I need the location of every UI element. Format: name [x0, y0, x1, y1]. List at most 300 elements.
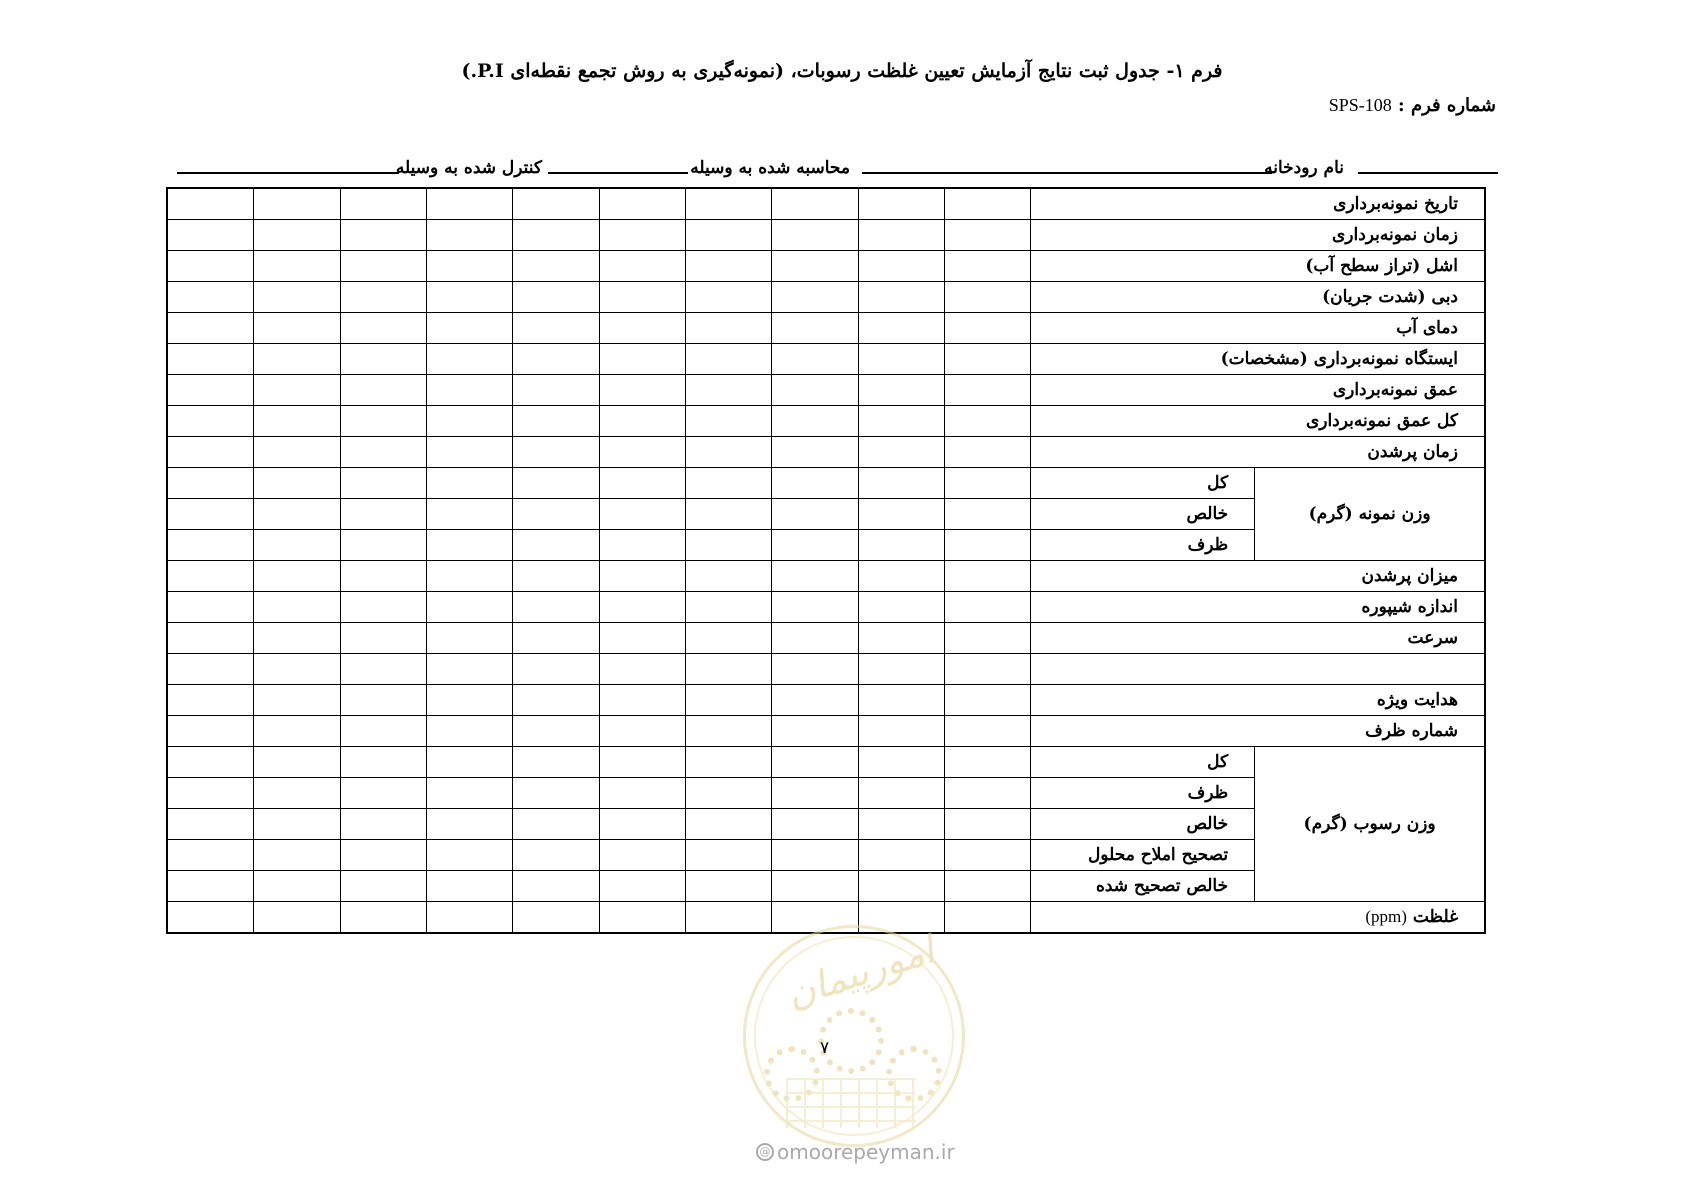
data-cell[interactable] — [599, 809, 685, 840]
data-cell[interactable] — [944, 313, 1030, 344]
data-cell[interactable] — [944, 871, 1030, 902]
table-row — [167, 654, 1485, 685]
data-cell[interactable] — [254, 220, 340, 251]
data-cell[interactable] — [772, 592, 858, 623]
page-number: ۷ — [820, 1038, 830, 1058]
sub-row-label: ظرف — [1031, 530, 1255, 561]
data-cell[interactable] — [772, 716, 858, 747]
data-cell[interactable] — [427, 220, 513, 251]
data-cell[interactable] — [340, 530, 426, 561]
data-cell[interactable] — [513, 871, 599, 902]
data-cell[interactable] — [772, 282, 858, 313]
table-row — [167, 282, 1485, 313]
data-cell[interactable] — [944, 188, 1030, 220]
table-row — [167, 251, 1485, 282]
data-cell[interactable] — [427, 747, 513, 778]
data-cell[interactable] — [340, 778, 426, 809]
sub-row-label: خالص — [1031, 499, 1255, 530]
data-cell[interactable] — [254, 592, 340, 623]
data-cell[interactable] — [167, 716, 254, 747]
data-cell[interactable] — [513, 437, 599, 468]
data-cell[interactable] — [772, 220, 858, 251]
data-cell[interactable] — [772, 344, 858, 375]
data-cell[interactable] — [858, 592, 944, 623]
data-cell[interactable] — [167, 623, 254, 654]
data-cell[interactable] — [167, 747, 254, 778]
table-row — [167, 437, 1485, 468]
calculated-by-blank — [862, 172, 1272, 174]
data-cell[interactable] — [599, 561, 685, 592]
data-cell[interactable] — [599, 530, 685, 561]
data-cell[interactable] — [167, 188, 254, 220]
row-label: اشل (تراز سطح آب) — [1031, 251, 1485, 282]
data-cell[interactable] — [599, 716, 685, 747]
data-cell[interactable] — [513, 313, 599, 344]
data-cell[interactable] — [513, 375, 599, 406]
row-label: هدایت ویژه — [1031, 685, 1485, 716]
table-row — [167, 468, 1485, 499]
data-cell[interactable] — [340, 468, 426, 499]
data-cell[interactable] — [167, 530, 254, 561]
data-cell[interactable] — [944, 809, 1030, 840]
data-cell[interactable] — [427, 251, 513, 282]
data-cell[interactable] — [599, 685, 685, 716]
data-cell[interactable] — [686, 188, 772, 220]
data-cell[interactable] — [944, 530, 1030, 561]
data-cell[interactable] — [513, 344, 599, 375]
data-cell[interactable] — [944, 840, 1030, 871]
data-cell[interactable] — [340, 840, 426, 871]
data-cell[interactable] — [772, 623, 858, 654]
data-cell[interactable] — [599, 437, 685, 468]
data-cell[interactable] — [513, 220, 599, 251]
data-cell[interactable] — [772, 375, 858, 406]
data-cell[interactable] — [167, 468, 254, 499]
data-cell[interactable] — [772, 251, 858, 282]
data-cell[interactable] — [340, 592, 426, 623]
data-cell[interactable] — [513, 902, 599, 934]
data-cell[interactable] — [513, 654, 599, 685]
data-cell[interactable] — [772, 499, 858, 530]
data-cell[interactable] — [513, 468, 599, 499]
checked-by-label: کنترل شده به وسیله — [395, 158, 542, 178]
data-cell[interactable] — [167, 437, 254, 468]
data-cell[interactable] — [686, 623, 772, 654]
data-cell[interactable] — [254, 809, 340, 840]
data-cell[interactable] — [599, 344, 685, 375]
data-cell[interactable] — [513, 685, 599, 716]
data-cell[interactable] — [858, 251, 944, 282]
data-cell[interactable] — [686, 251, 772, 282]
data-cell[interactable] — [340, 747, 426, 778]
data-cell[interactable] — [858, 375, 944, 406]
row-label: زمان پرشدن — [1031, 437, 1485, 468]
data-cell[interactable] — [340, 716, 426, 747]
data-cell[interactable] — [858, 282, 944, 313]
sub-row-label: ظرف — [1031, 778, 1255, 809]
concentration-unit: (ppm) — [1365, 907, 1407, 926]
data-cell[interactable] — [254, 406, 340, 437]
data-cell[interactable] — [599, 654, 685, 685]
data-cell[interactable] — [772, 437, 858, 468]
data-cell[interactable] — [427, 623, 513, 654]
river-name-blank — [1358, 172, 1498, 174]
data-cell[interactable] — [340, 902, 426, 934]
table-row — [167, 561, 1485, 592]
data-cell[interactable] — [772, 468, 858, 499]
group-label: وزن نمونه (گرم) — [1255, 468, 1485, 561]
data-cell[interactable] — [427, 468, 513, 499]
data-cell[interactable] — [858, 716, 944, 747]
data-cell[interactable] — [427, 499, 513, 530]
data-cell[interactable] — [858, 406, 944, 437]
data-cell[interactable] — [427, 282, 513, 313]
data-cell[interactable] — [858, 344, 944, 375]
signature-line — [0, 158, 1684, 182]
data-cell[interactable] — [167, 499, 254, 530]
sub-row-label: کل — [1031, 468, 1255, 499]
data-cell[interactable] — [513, 561, 599, 592]
data-cell[interactable] — [513, 406, 599, 437]
data-cell[interactable] — [167, 654, 254, 685]
row-label: دبی (شدت جریان) — [1031, 282, 1485, 313]
calculated-by-label: محاسبه شده به وسیله — [690, 158, 850, 178]
data-cell[interactable] — [427, 778, 513, 809]
data-cell[interactable] — [944, 499, 1030, 530]
table-row — [167, 592, 1485, 623]
row-label: عمق نمونه‌برداری — [1031, 375, 1485, 406]
data-cell[interactable] — [858, 561, 944, 592]
data-cell[interactable] — [427, 716, 513, 747]
data-cell[interactable] — [167, 282, 254, 313]
row-label: ایستگاه نمونه‌برداری (مشخصات) — [1031, 344, 1485, 375]
data-cell[interactable] — [858, 747, 944, 778]
data-cell[interactable] — [427, 871, 513, 902]
data-cell[interactable] — [427, 375, 513, 406]
data-cell[interactable] — [858, 499, 944, 530]
row-label — [1031, 654, 1485, 685]
data-cell[interactable] — [686, 778, 772, 809]
data-cell[interactable] — [254, 902, 340, 934]
data-cell[interactable] — [340, 561, 426, 592]
data-cell[interactable] — [686, 902, 772, 934]
data-cell[interactable] — [513, 251, 599, 282]
data-cell[interactable] — [599, 313, 685, 344]
data-cell[interactable] — [686, 282, 772, 313]
data-cell[interactable] — [772, 747, 858, 778]
form-number-label: شماره فرم : — [1398, 95, 1496, 116]
row-label: زمان نمونه‌برداری — [1031, 220, 1485, 251]
data-cell[interactable] — [340, 437, 426, 468]
data-cell[interactable] — [772, 654, 858, 685]
data-cell[interactable] — [686, 840, 772, 871]
group-label: وزن رسوب (گرم) — [1255, 747, 1485, 902]
data-cell[interactable] — [686, 344, 772, 375]
data-cell[interactable] — [513, 592, 599, 623]
data-cell[interactable] — [167, 840, 254, 871]
data-cell[interactable] — [772, 561, 858, 592]
data-cell[interactable] — [427, 344, 513, 375]
data-cell[interactable] — [340, 344, 426, 375]
data-cell[interactable] — [686, 499, 772, 530]
data-cell[interactable] — [513, 530, 599, 561]
data-cell[interactable] — [254, 685, 340, 716]
data-cell[interactable] — [167, 685, 254, 716]
data-cell[interactable] — [167, 375, 254, 406]
data-cell[interactable] — [254, 188, 340, 220]
data-cell[interactable] — [858, 778, 944, 809]
table-row — [167, 685, 1485, 716]
form-number-value: SPS-108 — [1328, 95, 1392, 115]
data-cell[interactable] — [167, 313, 254, 344]
table-row — [167, 344, 1485, 375]
checked-by-blank — [548, 172, 688, 174]
data-cell[interactable] — [686, 592, 772, 623]
data-cell[interactable] — [167, 809, 254, 840]
data-cell[interactable] — [599, 188, 685, 220]
data-cell[interactable] — [944, 654, 1030, 685]
data-cell[interactable] — [427, 592, 513, 623]
data-cell[interactable] — [599, 251, 685, 282]
data-cell[interactable] — [340, 251, 426, 282]
data-cell[interactable] — [772, 778, 858, 809]
data-cell[interactable] — [858, 871, 944, 902]
table-row — [167, 313, 1485, 344]
results-table — [166, 187, 1486, 934]
data-cell[interactable] — [340, 406, 426, 437]
data-cell[interactable] — [599, 623, 685, 654]
row-label: سرعت — [1031, 623, 1485, 654]
leading-blank — [177, 172, 399, 174]
data-cell[interactable] — [599, 778, 685, 809]
data-cell[interactable] — [599, 871, 685, 902]
data-cell[interactable] — [858, 220, 944, 251]
data-cell[interactable] — [858, 313, 944, 344]
data-cell[interactable] — [772, 685, 858, 716]
data-cell[interactable] — [599, 592, 685, 623]
data-cell[interactable] — [772, 530, 858, 561]
data-cell[interactable] — [254, 437, 340, 468]
data-cell[interactable] — [686, 871, 772, 902]
data-cell[interactable] — [254, 716, 340, 747]
data-cell[interactable] — [772, 840, 858, 871]
table-row — [167, 747, 1485, 778]
data-cell[interactable] — [944, 716, 1030, 747]
data-cell[interactable] — [167, 561, 254, 592]
data-cell[interactable] — [167, 220, 254, 251]
data-cell[interactable] — [254, 530, 340, 561]
data-cell[interactable] — [686, 313, 772, 344]
watermark-script: امورپیمان — [780, 927, 940, 1017]
row-label: کل عمق نمونه‌برداری — [1031, 406, 1485, 437]
data-cell[interactable] — [427, 561, 513, 592]
data-cell[interactable] — [513, 188, 599, 220]
data-cell[interactable] — [340, 654, 426, 685]
data-cell[interactable] — [340, 499, 426, 530]
data-cell[interactable] — [944, 623, 1030, 654]
data-cell[interactable] — [686, 437, 772, 468]
form-number — [1329, 95, 1496, 116]
data-cell[interactable] — [772, 809, 858, 840]
data-cell[interactable] — [254, 654, 340, 685]
data-cell[interactable] — [254, 747, 340, 778]
at-icon: @ — [756, 1143, 774, 1161]
data-cell[interactable] — [944, 902, 1030, 934]
data-cell[interactable] — [254, 840, 340, 871]
data-cell[interactable] — [599, 282, 685, 313]
data-cell[interactable] — [340, 313, 426, 344]
table-row — [167, 220, 1485, 251]
data-cell[interactable] — [686, 716, 772, 747]
data-cell[interactable] — [686, 468, 772, 499]
data-cell[interactable] — [427, 654, 513, 685]
data-cell[interactable] — [427, 530, 513, 561]
data-cell[interactable] — [340, 623, 426, 654]
data-cell[interactable] — [944, 468, 1030, 499]
data-cell[interactable] — [254, 344, 340, 375]
data-cell[interactable] — [686, 406, 772, 437]
data-cell[interactable] — [167, 406, 254, 437]
data-cell[interactable] — [944, 375, 1030, 406]
row-label: تاریخ نمونه‌برداری — [1031, 188, 1485, 220]
data-cell[interactable] — [427, 188, 513, 220]
data-cell[interactable] — [513, 747, 599, 778]
data-cell[interactable] — [340, 188, 426, 220]
data-cell[interactable] — [254, 623, 340, 654]
data-cell[interactable] — [686, 654, 772, 685]
data-cell[interactable] — [686, 685, 772, 716]
data-cell[interactable] — [340, 871, 426, 902]
data-cell[interactable] — [686, 530, 772, 561]
data-cell[interactable] — [254, 499, 340, 530]
table-row — [167, 188, 1485, 220]
data-cell[interactable] — [599, 840, 685, 871]
data-cell[interactable] — [340, 220, 426, 251]
sub-row-label: خالص تصحیح شده — [1031, 871, 1255, 902]
data-cell[interactable] — [944, 282, 1030, 313]
data-cell[interactable] — [686, 747, 772, 778]
data-cell[interactable] — [599, 902, 685, 934]
data-cell[interactable] — [944, 251, 1030, 282]
data-cell[interactable] — [513, 282, 599, 313]
data-cell[interactable] — [944, 437, 1030, 468]
data-cell[interactable] — [858, 468, 944, 499]
sub-row-label: کل — [1031, 747, 1255, 778]
data-cell[interactable] — [944, 406, 1030, 437]
website-watermark — [756, 1140, 955, 1164]
data-cell[interactable] — [167, 871, 254, 902]
data-cell[interactable] — [858, 809, 944, 840]
row-label — [1031, 902, 1485, 934]
data-cell[interactable] — [944, 747, 1030, 778]
row-label: اندازه شیپوره — [1031, 592, 1485, 623]
grid-pattern — [786, 1078, 916, 1128]
data-cell[interactable] — [254, 313, 340, 344]
data-cell[interactable] — [340, 375, 426, 406]
data-cell[interactable] — [944, 685, 1030, 716]
data-cell[interactable] — [599, 375, 685, 406]
data-cell[interactable] — [254, 778, 340, 809]
data-cell[interactable] — [599, 499, 685, 530]
data-cell[interactable] — [858, 437, 944, 468]
form-title: فرم ۱- جدول ثبت نتایج آزمایش تعیین غلظت رسوبات، (نمونه‌گیری به روش تجمع نقطه‌ای P.I.) — [461, 60, 1223, 82]
river-name-label: نام رودخانه — [1264, 158, 1344, 178]
data-cell[interactable] — [599, 747, 685, 778]
data-cell[interactable] — [167, 592, 254, 623]
data-cell[interactable] — [513, 499, 599, 530]
data-cell[interactable] — [254, 561, 340, 592]
data-cell[interactable] — [944, 220, 1030, 251]
data-cell[interactable] — [513, 716, 599, 747]
data-cell[interactable] — [858, 530, 944, 561]
data-cell[interactable] — [427, 313, 513, 344]
data-cell[interactable] — [254, 251, 340, 282]
data-cell[interactable] — [513, 840, 599, 871]
data-cell[interactable] — [427, 406, 513, 437]
data-cell[interactable] — [858, 654, 944, 685]
data-cell[interactable] — [513, 809, 599, 840]
data-cell[interactable] — [254, 468, 340, 499]
data-cell[interactable] — [513, 623, 599, 654]
data-cell[interactable] — [167, 778, 254, 809]
data-cell[interactable] — [254, 871, 340, 902]
sub-row-label: تصحیح املاح محلول — [1031, 840, 1255, 871]
sub-row-label: خالص — [1031, 809, 1255, 840]
data-cell[interactable] — [599, 220, 685, 251]
data-cell[interactable] — [427, 840, 513, 871]
data-cell[interactable] — [944, 344, 1030, 375]
data-cell[interactable] — [599, 468, 685, 499]
data-cell[interactable] — [167, 902, 254, 934]
row-label: میزان پرشدن — [1031, 561, 1485, 592]
data-cell[interactable] — [513, 778, 599, 809]
data-cell[interactable] — [254, 375, 340, 406]
data-cell[interactable] — [944, 592, 1030, 623]
data-cell[interactable] — [254, 282, 340, 313]
data-cell[interactable] — [858, 840, 944, 871]
row-label: دمای آب — [1031, 313, 1485, 344]
data-cell[interactable] — [340, 809, 426, 840]
data-cell[interactable] — [944, 561, 1030, 592]
data-cell[interactable] — [858, 623, 944, 654]
data-cell[interactable] — [944, 778, 1030, 809]
table-row — [167, 716, 1485, 747]
data-cell[interactable] — [772, 188, 858, 220]
data-cell[interactable] — [599, 406, 685, 437]
website-text: omoorepeyman.ir — [777, 1140, 955, 1164]
data-cell[interactable] — [772, 871, 858, 902]
data-cell[interactable] — [427, 685, 513, 716]
data-cell[interactable] — [858, 685, 944, 716]
data-cell[interactable] — [772, 313, 858, 344]
data-cell[interactable] — [772, 406, 858, 437]
data-cell[interactable] — [427, 809, 513, 840]
data-cell[interactable] — [427, 902, 513, 934]
data-cell[interactable] — [686, 809, 772, 840]
data-cell[interactable] — [340, 282, 426, 313]
data-cell[interactable] — [340, 685, 426, 716]
data-cell[interactable] — [167, 251, 254, 282]
table-row — [167, 375, 1485, 406]
data-cell[interactable] — [686, 375, 772, 406]
watermark-seal — [743, 925, 965, 1147]
data-cell[interactable] — [427, 437, 513, 468]
table-row — [167, 406, 1485, 437]
data-cell[interactable] — [686, 561, 772, 592]
data-cell[interactable] — [686, 220, 772, 251]
data-cell[interactable] — [858, 188, 944, 220]
data-cell[interactable] — [167, 344, 254, 375]
